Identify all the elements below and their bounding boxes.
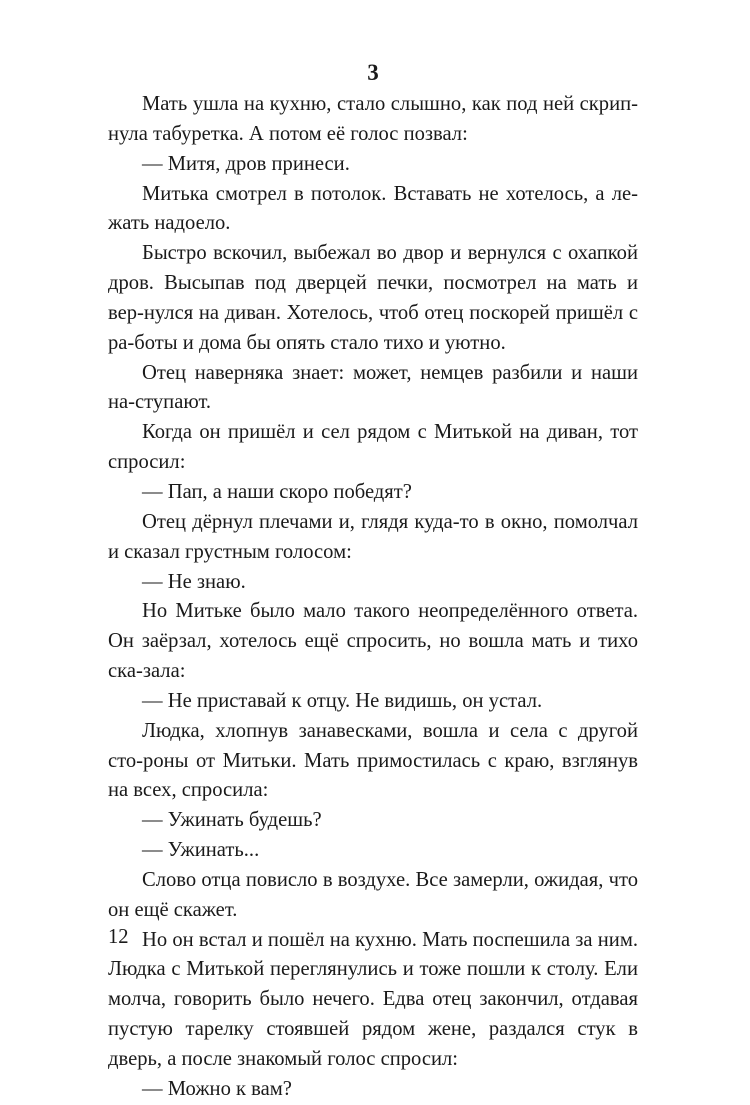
paragraph: Людка, хлопнув занавесками, вошла и села с другой сто-роны от Митьки. Мать примостилась с краю, взглянув на всех, спросила:: [108, 719, 638, 802]
paragraph: Когда он пришёл и сел рядом с Митькой на диван, тот спросил:: [108, 421, 638, 474]
paragraph-dialogue: — Ужинать будешь?: [142, 809, 322, 832]
paragraph: Отец дёрнул плечами и, глядя куда-то в окно, помолчал и сказал грустным голосом:: [108, 510, 638, 563]
paragraph: Слово отца повисло в воздухе. Все замерли, ожидая, что он ещё скажет.: [108, 868, 638, 921]
paragraph-dialogue: — Ужинать...: [142, 839, 260, 862]
paragraph-dialogue: — Можно к вам?: [142, 1077, 292, 1100]
paragraph-dialogue: — Не приставай к отцу. Не видишь, он устал.: [142, 689, 543, 712]
page-content: [108, 56, 638, 1105]
paragraph-dialogue: — Митя, дров принеси.: [142, 152, 350, 175]
chapter-number: 3: [367, 60, 379, 85]
paragraph: Отец наверняка знает: может, немцев разбили и наши на-ступают.: [108, 361, 638, 414]
paragraph: Но Митьке было мало такого неопределённого ответа. Он заёрзал, хотелось ещё спросить, но вошла мать и тихо ска-зала:: [108, 600, 638, 683]
paragraph-dialogue: — Не знаю.: [142, 570, 246, 593]
body-text: [108, 90, 638, 1105]
paragraph: Мать ушла на кухню, стало слышно, как под ней скрип-нула табуретка. А потом её голос позвал:: [108, 93, 638, 145]
paragraph-dialogue: — Пап, а наши скоро победят?: [142, 480, 412, 503]
paragraph: Митька смотрел в потолок. Вставать не хотелось, а ле-жать надоело.: [108, 182, 638, 235]
paragraph: Быстро вскочил, выбежал во двор и вернулся с охапкой дров. Высыпав под дверцей печки, посмотрел на мать и вер-нулся на диван. Хотелось, чтоб отец поскорей пришёл с ра-боты и дома бы опять стало тихо и уютно.: [108, 242, 638, 354]
page-number: 12: [108, 926, 129, 948]
paragraph: Но он встал и пошёл на кухню. Мать поспешила за ним. Людка с Митькой переглянулись и тоже пошли к столу. Ели молча, говорить было нечего. Едва отец закончил, отдавая пустую тарелку стоявшей рядом жене, раздался стук в дверь, а после знакомый голос спросил:: [108, 928, 638, 1070]
